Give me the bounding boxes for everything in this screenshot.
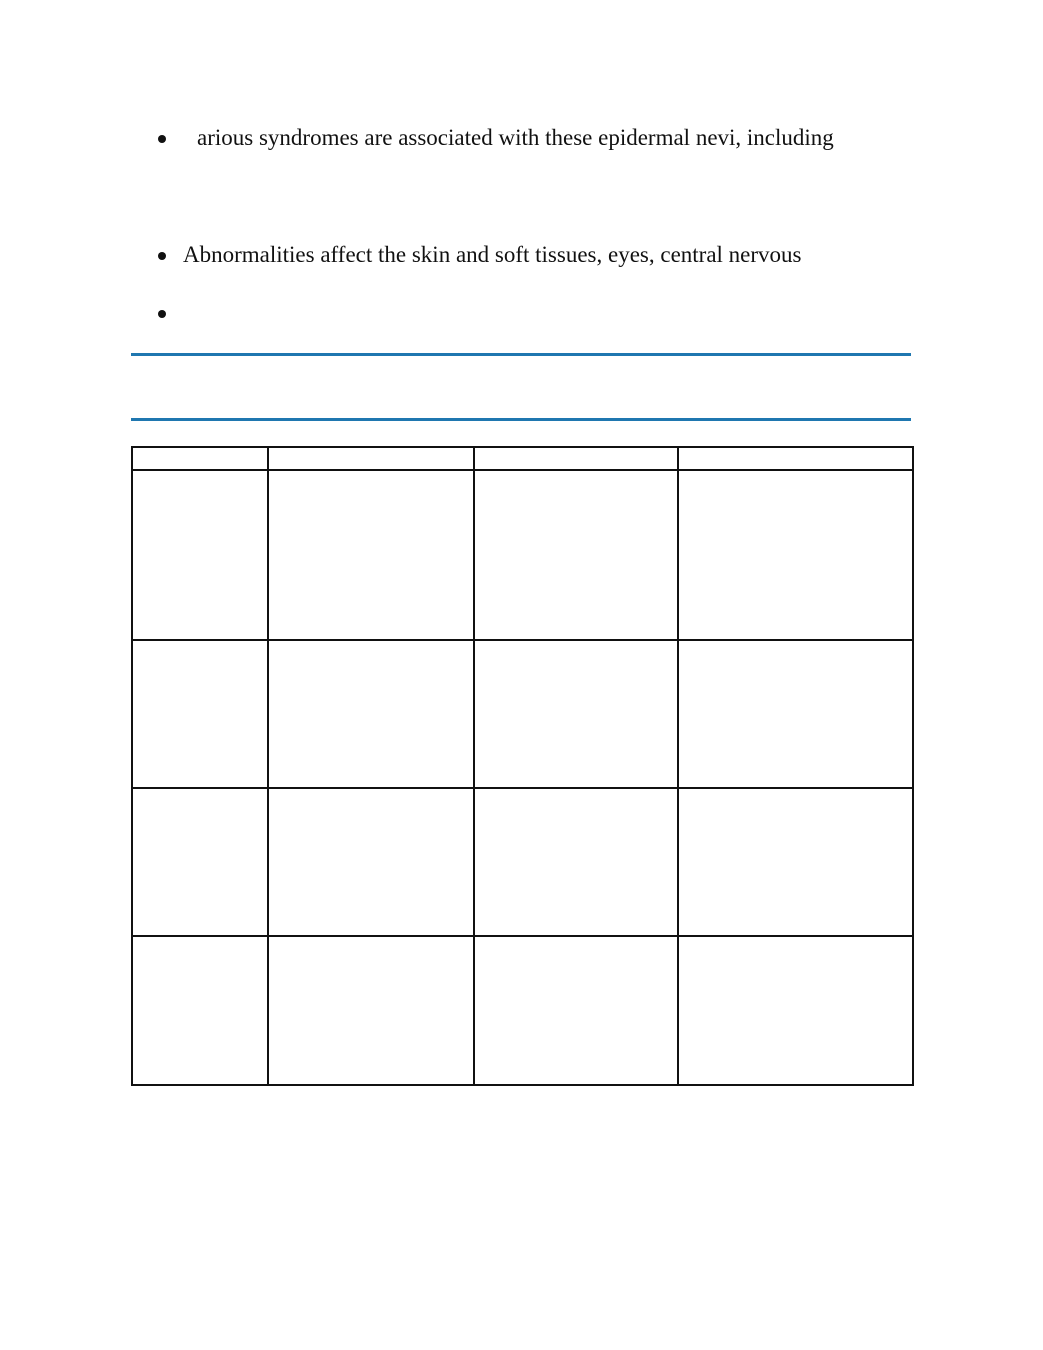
table-cell bbox=[678, 936, 913, 1085]
table-cell bbox=[132, 470, 268, 640]
bullet-text: arious syndromes are associated with these epidermal nevi, including bbox=[197, 125, 834, 150]
table-row bbox=[132, 470, 913, 640]
table-cell bbox=[474, 640, 678, 788]
table-cell bbox=[268, 470, 474, 640]
table-cell bbox=[268, 788, 474, 936]
table-cell bbox=[268, 640, 474, 788]
table-cell bbox=[474, 447, 678, 470]
table-cell bbox=[268, 447, 474, 470]
bullet-dot bbox=[158, 310, 166, 318]
table-row bbox=[132, 936, 913, 1085]
table-cell bbox=[474, 470, 678, 640]
empty-table bbox=[131, 446, 914, 1086]
table-cell bbox=[132, 447, 268, 470]
table-cell bbox=[678, 788, 913, 936]
table-cell bbox=[132, 640, 268, 788]
table-row bbox=[132, 447, 913, 470]
table-cell bbox=[268, 936, 474, 1085]
table-cell bbox=[678, 447, 913, 470]
bullet-text: Abnormalities affect the skin and soft tissues, eyes, central nervous bbox=[183, 242, 802, 267]
section-rule-top bbox=[131, 353, 911, 356]
table-row bbox=[132, 788, 913, 936]
table-cell bbox=[474, 936, 678, 1085]
table-row bbox=[132, 640, 913, 788]
section-rule-bottom bbox=[131, 418, 911, 421]
bullet-dot bbox=[158, 135, 166, 143]
bullet-dot bbox=[158, 252, 166, 260]
table-cell bbox=[474, 788, 678, 936]
table-cell bbox=[132, 936, 268, 1085]
table-cell bbox=[132, 788, 268, 936]
table-cell bbox=[678, 640, 913, 788]
table-cell bbox=[678, 470, 913, 640]
